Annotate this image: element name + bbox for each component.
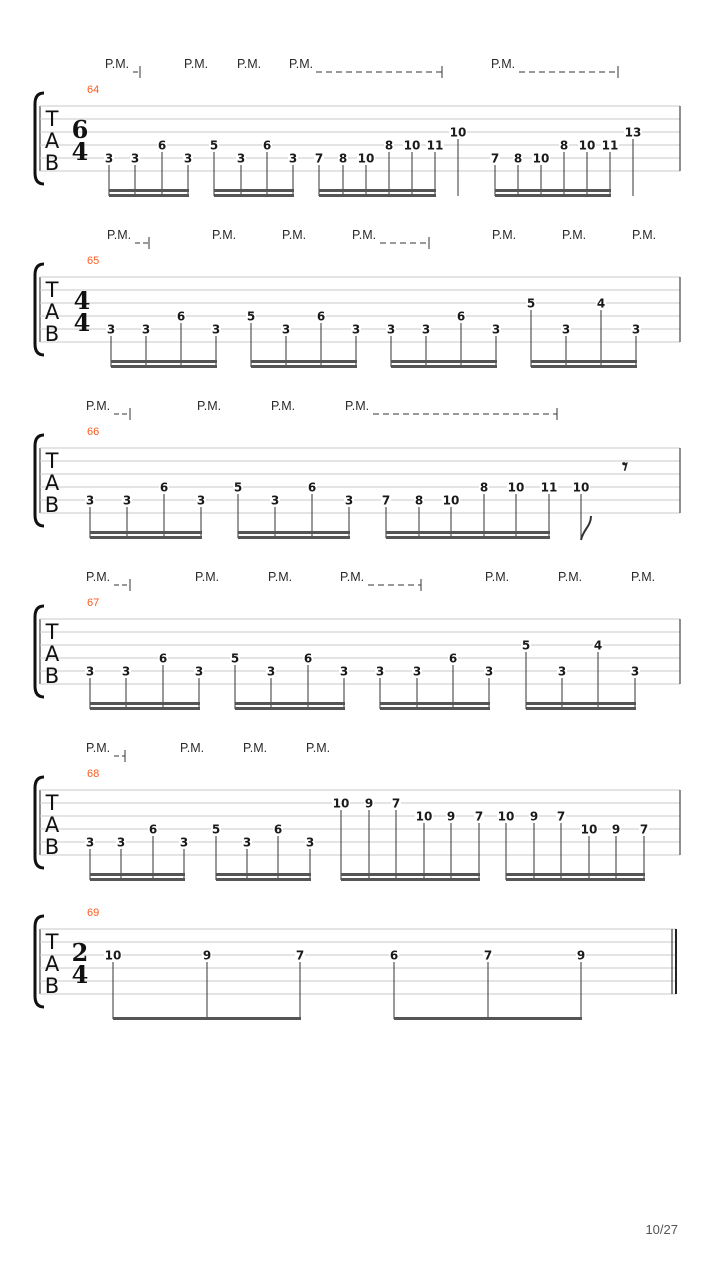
fret-number: 10 <box>104 948 122 963</box>
beam-secondary <box>531 360 637 363</box>
tab-clef-letter: A <box>44 129 60 153</box>
palm-mute-label: P.M. <box>86 399 111 413</box>
fret-number: 9 <box>529 809 539 824</box>
tab-clef-letter: A <box>44 642 60 666</box>
palm-mute-label: P.M. <box>282 228 307 242</box>
fret-number: 5 <box>209 138 219 153</box>
fret-number: 7 <box>391 796 401 811</box>
fret-number: 9 <box>611 822 621 837</box>
fret-number: 6 <box>303 651 313 666</box>
fret-number: 5 <box>233 480 243 495</box>
measure-number: 64 <box>87 84 100 96</box>
beam-secondary <box>319 189 436 192</box>
palm-mute-label: P.M. <box>86 570 111 584</box>
tab-clef-letter: T <box>45 107 59 131</box>
time-signature-bottom: 4 <box>73 308 91 337</box>
palm-mute-label: P.M. <box>271 399 296 413</box>
fret-number: 6 <box>307 480 317 495</box>
measure-number: 65 <box>87 255 100 267</box>
tab-system-66 <box>35 399 680 540</box>
beam-primary <box>111 365 217 368</box>
fret-number: 3 <box>412 664 422 679</box>
fret-number: 7 <box>474 809 484 824</box>
tab-clef-letter: B <box>44 493 60 517</box>
beam-primary <box>251 365 357 368</box>
beam-primary <box>506 878 645 881</box>
beam-primary <box>526 707 636 710</box>
palm-mute-label: P.M. <box>562 228 587 242</box>
tab-system-65 <box>35 228 680 368</box>
palm-mute-label: P.M. <box>86 741 111 755</box>
beam-secondary <box>90 702 200 705</box>
fret-number: 6 <box>273 822 283 837</box>
beam-primary <box>238 536 350 539</box>
tab-clef-letter: T <box>45 791 59 815</box>
fret-number: 5 <box>521 638 531 653</box>
tab-clef-letter: T <box>45 278 59 302</box>
eighth-rest: 𝄾 <box>622 454 628 480</box>
measure-number: 68 <box>87 768 100 780</box>
beam-secondary <box>111 360 217 363</box>
fret-number: 10 <box>507 480 525 495</box>
fret-number: 8 <box>384 138 394 153</box>
palm-mute-label: P.M. <box>352 228 377 242</box>
tab-clef-letter: A <box>44 952 60 976</box>
fret-number: 8 <box>414 493 424 508</box>
fret-number: 6 <box>316 309 326 324</box>
measure-number: 67 <box>87 597 100 609</box>
beam-secondary <box>238 531 350 534</box>
fret-number: 3 <box>305 835 315 850</box>
fret-number: 3 <box>130 151 140 166</box>
beam <box>394 1017 582 1020</box>
tab-clef-letter: A <box>44 300 60 324</box>
beam-secondary <box>386 531 550 534</box>
beam-primary <box>90 536 202 539</box>
fret-number: 3 <box>351 322 361 337</box>
time-signature-bottom: 4 <box>71 137 89 166</box>
palm-mute-label: P.M. <box>345 399 370 413</box>
fret-number: 7 <box>639 822 649 837</box>
fret-number: 10 <box>332 796 350 811</box>
fret-number: 4 <box>593 638 603 653</box>
beam-secondary <box>216 873 311 876</box>
fret-number: 3 <box>85 493 95 508</box>
tab-clef-letter: B <box>44 974 60 998</box>
beam-primary <box>386 536 550 539</box>
beam-secondary <box>495 189 611 192</box>
tab-system-67 <box>35 570 680 710</box>
beam-primary <box>391 365 497 368</box>
fret-number: 3 <box>141 322 151 337</box>
page-number: 10/27 <box>645 1222 678 1237</box>
fret-number: 10 <box>442 493 460 508</box>
tab-system-64 <box>35 57 680 197</box>
beam-secondary <box>235 702 345 705</box>
fret-number: 3 <box>288 151 298 166</box>
palm-mute-label: P.M. <box>212 228 237 242</box>
fret-number: 7 <box>556 809 566 824</box>
beam-primary <box>341 878 480 881</box>
fret-number: 6 <box>448 651 458 666</box>
fret-number: 3 <box>266 664 276 679</box>
beam-primary <box>319 194 436 197</box>
fret-number: 3 <box>386 322 396 337</box>
fret-number: 3 <box>344 493 354 508</box>
fret-number: 11 <box>426 138 444 153</box>
beam-primary <box>214 194 294 197</box>
fret-number: 3 <box>339 664 349 679</box>
fret-number: 11 <box>601 138 619 153</box>
beam-secondary <box>341 873 480 876</box>
fret-number: 10 <box>403 138 421 153</box>
fret-number: 7 <box>295 948 305 963</box>
fret-number: 9 <box>364 796 374 811</box>
beam-secondary <box>109 189 189 192</box>
beam-primary <box>531 365 637 368</box>
palm-mute-label: P.M. <box>184 57 209 71</box>
palm-mute-label: P.M. <box>632 228 657 242</box>
fret-number: 7 <box>483 948 493 963</box>
palm-mute-label: P.M. <box>492 228 517 242</box>
fret-number: 13 <box>624 125 642 140</box>
beam-primary <box>495 194 611 197</box>
measure-number: 69 <box>87 907 100 919</box>
palm-mute-label: P.M. <box>340 570 365 584</box>
beam-primary <box>90 878 185 881</box>
fret-number: 6 <box>389 948 399 963</box>
fret-number: 10 <box>580 822 598 837</box>
fret-number: 8 <box>338 151 348 166</box>
fret-number: 10 <box>415 809 433 824</box>
tab-clef-letter: T <box>45 620 59 644</box>
fret-number: 6 <box>159 480 169 495</box>
fret-number: 6 <box>158 651 168 666</box>
beam <box>113 1017 301 1020</box>
tab-clef-letter: A <box>44 471 60 495</box>
fret-number: 6 <box>148 822 158 837</box>
fret-number: 3 <box>85 664 95 679</box>
palm-mute-label: P.M. <box>631 570 656 584</box>
fret-number: 3 <box>484 664 494 679</box>
fret-number: 3 <box>196 493 206 508</box>
tab-system-68 <box>35 741 680 881</box>
beam-primary <box>109 194 189 197</box>
palm-mute-label: P.M. <box>306 741 331 755</box>
fret-number: 6 <box>456 309 466 324</box>
fret-number: 6 <box>262 138 272 153</box>
beam-secondary <box>380 702 490 705</box>
fret-number: 4 <box>596 296 606 311</box>
fret-number: 8 <box>559 138 569 153</box>
fret-number: 3 <box>375 664 385 679</box>
palm-mute-label: P.M. <box>289 57 314 71</box>
beam-secondary <box>251 360 357 363</box>
palm-mute-label: P.M. <box>243 741 268 755</box>
fret-number: 9 <box>576 948 586 963</box>
tab-clef-letter: A <box>44 813 60 837</box>
fret-number: 9 <box>446 809 456 824</box>
fret-number: 3 <box>183 151 193 166</box>
fret-number: 3 <box>122 493 132 508</box>
fret-number: 10 <box>449 125 467 140</box>
palm-mute-label: P.M. <box>197 399 222 413</box>
fret-number: 3 <box>85 835 95 850</box>
palm-mute-label: P.M. <box>558 570 583 584</box>
palm-mute-label: P.M. <box>237 57 262 71</box>
fret-number: 7 <box>314 151 324 166</box>
time-signature-top: 4 <box>73 286 91 315</box>
fret-number: 3 <box>561 322 571 337</box>
fret-number: 3 <box>270 493 280 508</box>
fret-number: 3 <box>236 151 246 166</box>
time-signature-top: 2 <box>71 938 89 967</box>
fret-number: 3 <box>194 664 204 679</box>
measure-number: 66 <box>87 426 100 438</box>
fret-number: 3 <box>179 835 189 850</box>
fret-number: 10 <box>572 480 590 495</box>
fret-number: 10 <box>497 809 515 824</box>
fret-number: 3 <box>421 322 431 337</box>
palm-mute-label: P.M. <box>180 741 205 755</box>
fret-number: 3 <box>121 664 131 679</box>
fret-number: 8 <box>513 151 523 166</box>
fret-number: 3 <box>491 322 501 337</box>
beam-secondary <box>506 873 645 876</box>
palm-mute-label: P.M. <box>485 570 510 584</box>
beam-primary <box>380 707 490 710</box>
fret-number: 11 <box>540 480 558 495</box>
fret-number: 3 <box>116 835 126 850</box>
fret-number: 3 <box>242 835 252 850</box>
fret-number: 5 <box>246 309 256 324</box>
beam-secondary <box>90 873 185 876</box>
beam-primary <box>235 707 345 710</box>
beam-secondary <box>526 702 636 705</box>
tab-clef-letter: T <box>45 449 59 473</box>
fret-number: 10 <box>357 151 375 166</box>
fret-number: 3 <box>104 151 114 166</box>
fret-number: 10 <box>578 138 596 153</box>
tab-clef-letter: T <box>45 930 59 954</box>
fret-number: 5 <box>526 296 536 311</box>
fret-number: 7 <box>381 493 391 508</box>
tab-clef-letter: B <box>44 151 60 175</box>
time-signature-top: 6 <box>71 115 89 144</box>
fret-number: 7 <box>490 151 500 166</box>
tab-clef-letter: B <box>44 322 60 346</box>
fret-number: 3 <box>631 322 641 337</box>
beam-secondary <box>90 531 202 534</box>
tab-system-69 <box>35 907 676 1020</box>
fret-number: 5 <box>230 651 240 666</box>
tab-clef-letter: B <box>44 835 60 859</box>
fret-number: 5 <box>211 822 221 837</box>
fret-number: 6 <box>157 138 167 153</box>
fret-number: 3 <box>630 664 640 679</box>
fret-number: 10 <box>532 151 550 166</box>
time-signature-bottom: 4 <box>71 960 89 989</box>
fret-number: 9 <box>202 948 212 963</box>
fret-number: 3 <box>106 322 116 337</box>
fret-number: 6 <box>176 309 186 324</box>
palm-mute-label: P.M. <box>491 57 516 71</box>
note-flag <box>581 516 591 540</box>
beam-secondary <box>391 360 497 363</box>
beam-primary <box>90 707 200 710</box>
palm-mute-label: P.M. <box>105 57 130 71</box>
beam-secondary <box>214 189 294 192</box>
palm-mute-label: P.M. <box>268 570 293 584</box>
fret-number: 3 <box>211 322 221 337</box>
fret-number: 8 <box>479 480 489 495</box>
tab-clef-letter: B <box>44 664 60 688</box>
beam-primary <box>216 878 311 881</box>
palm-mute-label: P.M. <box>107 228 132 242</box>
fret-number: 3 <box>281 322 291 337</box>
palm-mute-label: P.M. <box>195 570 220 584</box>
fret-number: 3 <box>557 664 567 679</box>
